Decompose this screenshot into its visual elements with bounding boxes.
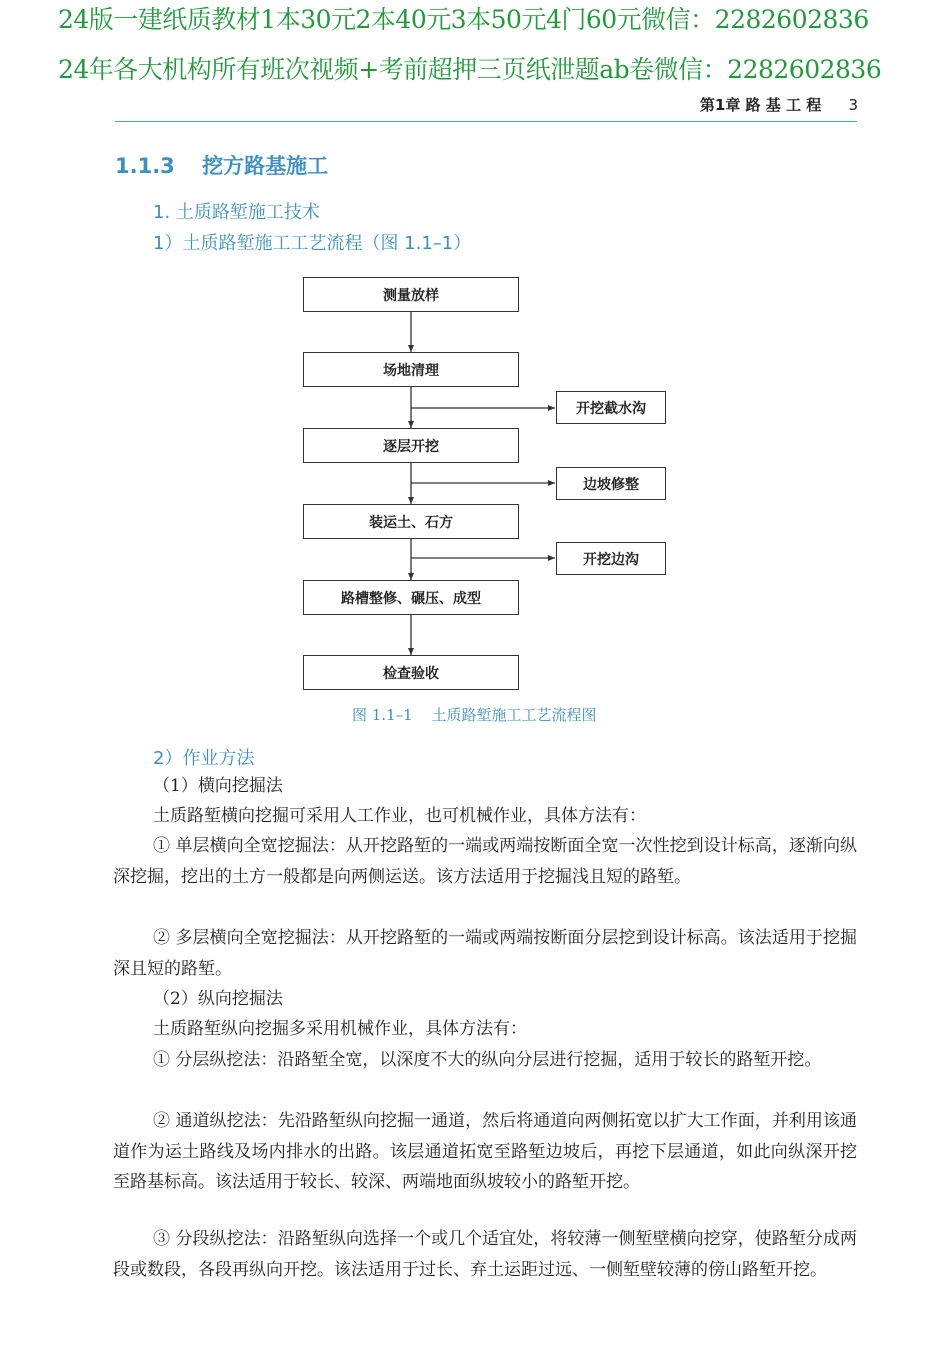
paragraph-heading-2: （2）纵向挖掘法 — [153, 989, 283, 1009]
flow-side-step-1: 开挖截水沟 — [556, 391, 666, 424]
figure-number: 图 1.1–1 — [352, 706, 413, 724]
paragraph-2: 土质路堑横向挖掘可采用人工作业，也可机械作业，具体方法有： — [153, 806, 646, 826]
flow-side-step-2: 边坡修整 — [556, 467, 666, 500]
flow-step-1: 测量放样 — [303, 277, 519, 312]
chapter-title: 第1章 路 基 工 程 — [699, 96, 822, 114]
paragraph-4: ② 多层横向全宽挖掘法：从开挖路堑的一端或两端按断面分层挖到设计标高。该法适用于挖掘深且短的路堑。 — [113, 928, 857, 979]
paragraph-8: ② 通道纵挖法：先沿路堑纵向挖掘一通道，然后将通道向两侧拓宽以扩大工作面，并利用该通道作为运土路线及场内排水的出路。该层通道拓宽至路堑边坡后，再挖下层通道，如此向纵深开挖至路基标高。该法适用于较长、较深、两端地面纵坡较小的路堑开挖。 — [113, 1111, 857, 1192]
paragraph-3: ① 单层横向全宽挖掘法：从开挖路堑的一端或两端按断面全宽一次性挖到设计标高，逐渐向纵深挖掘，挖出的土方一般都是向两侧运送。该方法适用于挖掘浅且短的路堑。 — [113, 836, 857, 887]
section-number: 1.1.3 — [115, 154, 175, 178]
promo-watermark-line-2: 24年各大机构所有班次视频+考前超押三页纸泄题ab卷微信：2282602836 — [58, 55, 882, 84]
promo-watermark-line-1: 24版一建纸质教材1本30元2本40元3本50元4门60元微信：2282602836 — [58, 5, 869, 34]
flow-side-step-3: 开挖边沟 — [556, 542, 666, 575]
flow-step-6: 检查验收 — [303, 655, 519, 690]
figure-title: 土质路堑施工工艺流程图 — [431, 706, 597, 724]
subheading-3: 2）作业方法 — [153, 748, 255, 769]
section-title: 挖方路基施工 — [202, 154, 329, 178]
figure-caption — [352, 704, 596, 725]
paragraph-7: ① 分层纵挖法：沿路堑全宽，以深度不大的纵向分层进行挖掘，适用于较长的路堑开挖。 — [153, 1050, 822, 1070]
paragraph-6: 土质路堑纵向挖掘多采用机械作业，具体方法有： — [153, 1019, 527, 1039]
flow-step-2: 场地清理 — [303, 352, 519, 387]
flow-step-3: 逐层开挖 — [303, 428, 519, 463]
paragraph-heading-1: （1）横向挖掘法 — [153, 776, 283, 796]
page-number: 3 — [848, 96, 858, 114]
paragraph-9: ③ 分段纵挖法：沿路堑纵向选择一个或几个适宜处，将较薄一侧堑壁横向挖穿，使路堑分成两段或数段，各段再纵向开挖。该法适用于过长、弃土运距过远、一侧堑壁较薄的傍山路堑开挖。 — [113, 1229, 857, 1280]
flow-step-4: 装运土、石方 — [303, 504, 519, 539]
flow-step-5: 路槽整修、碾压、成型 — [303, 580, 519, 615]
subheading-1: 1. 土质路堑施工技术 — [153, 202, 320, 223]
subheading-2: 1）土质路堑施工工艺流程（图 1.1–1） — [153, 233, 472, 254]
